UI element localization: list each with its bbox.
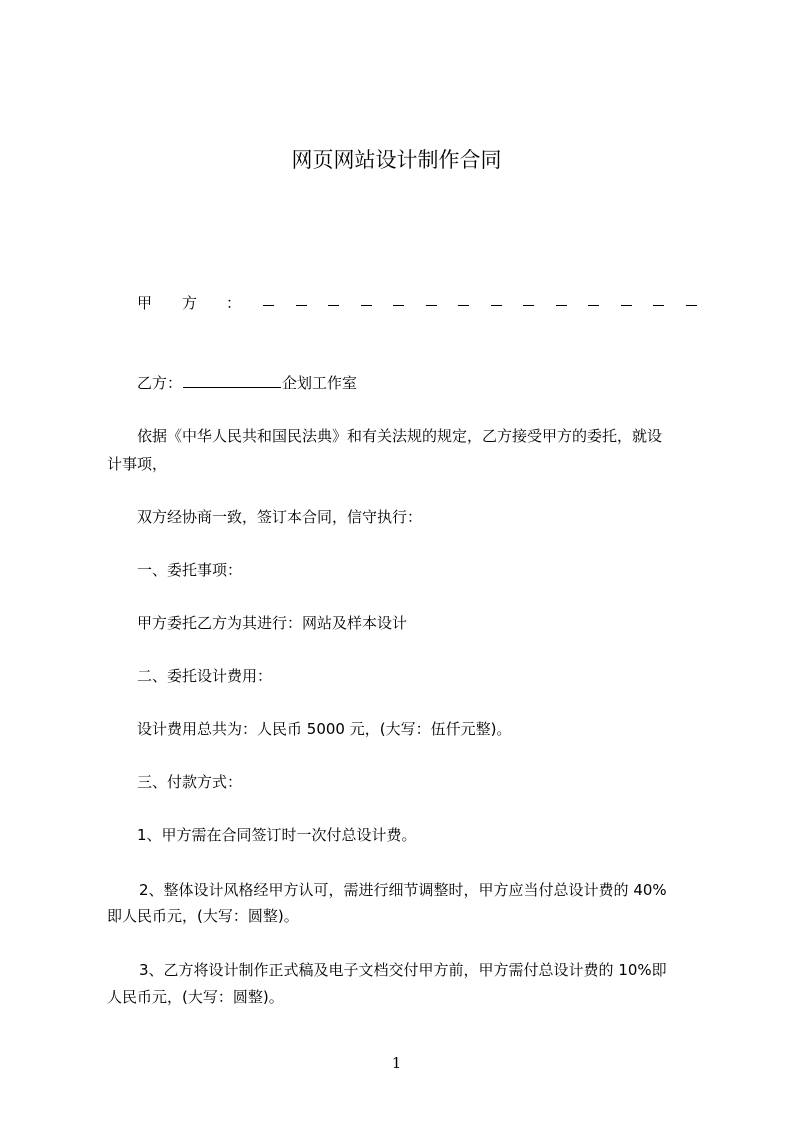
page-number: 1 (391, 1054, 402, 1072)
blank-dash (588, 305, 599, 306)
payment-item-3-line-1: 3、乙方将设计制作正式稿及电子文档交付甲方前，甲方需付总设计费的 10%即 (139, 961, 667, 979)
intro-line-2: 计事项， (107, 455, 168, 473)
document-title: 网页网站设计制作合同 (291, 148, 502, 172)
blank-dash (263, 305, 274, 306)
section-3-heading: 三、付款方式： (137, 773, 243, 791)
party-b-line (137, 372, 357, 393)
party-a-label-1: 甲 (137, 294, 153, 312)
blank-dash (393, 305, 404, 306)
blank-dash (653, 305, 664, 306)
section-2-body: 设计费用总共为：人民币 5000 元，(大写：伍仟元整)。 (137, 720, 512, 738)
payment-item-1: 1、甲方需在合同签订时一次付总设计费。 (137, 826, 417, 844)
section-2-heading: 二、委托设计费用： (137, 667, 273, 685)
party-b-blank (183, 373, 281, 388)
blank-dash (621, 305, 632, 306)
blank-dash (556, 305, 567, 306)
section-1-heading: 一、委托事项： (137, 561, 243, 579)
payment-item-2-line-2: 即人民币元，(大写：圆整)。 (107, 907, 299, 925)
payment-item-3-line-2: 人民币元，(大写：圆整)。 (107, 988, 284, 1006)
blank-dash (523, 305, 534, 306)
intro-line-1: 依据《中华人民共和国民法典》和有关法规的规定，乙方接受甲方的委托，就设 (137, 427, 663, 445)
blank-dash (426, 305, 437, 306)
blank-dash (361, 305, 372, 306)
section-1-body: 甲方委托乙方为其进行：网站及样本设计 (137, 614, 408, 632)
party-a-blank (263, 292, 718, 310)
blank-dash (491, 305, 502, 306)
blank-dash (296, 305, 307, 306)
blank-dash (458, 305, 469, 306)
blank-dash (328, 305, 339, 306)
payment-item-2-line-1: 2、整体设计风格经甲方认可，需进行细节调整时，甲方应当付总设计费的 40% (139, 881, 667, 899)
blank-dash (686, 305, 697, 306)
party-a-label-2: 方 (182, 294, 198, 312)
party-b-suffix: 企划工作室 (282, 374, 358, 392)
party-a-colon: ： (226, 294, 242, 312)
agreement-line: 双方经协商一致，签订本合同，信守执行： (137, 508, 423, 526)
party-b-prefix: 乙方： (137, 374, 183, 392)
